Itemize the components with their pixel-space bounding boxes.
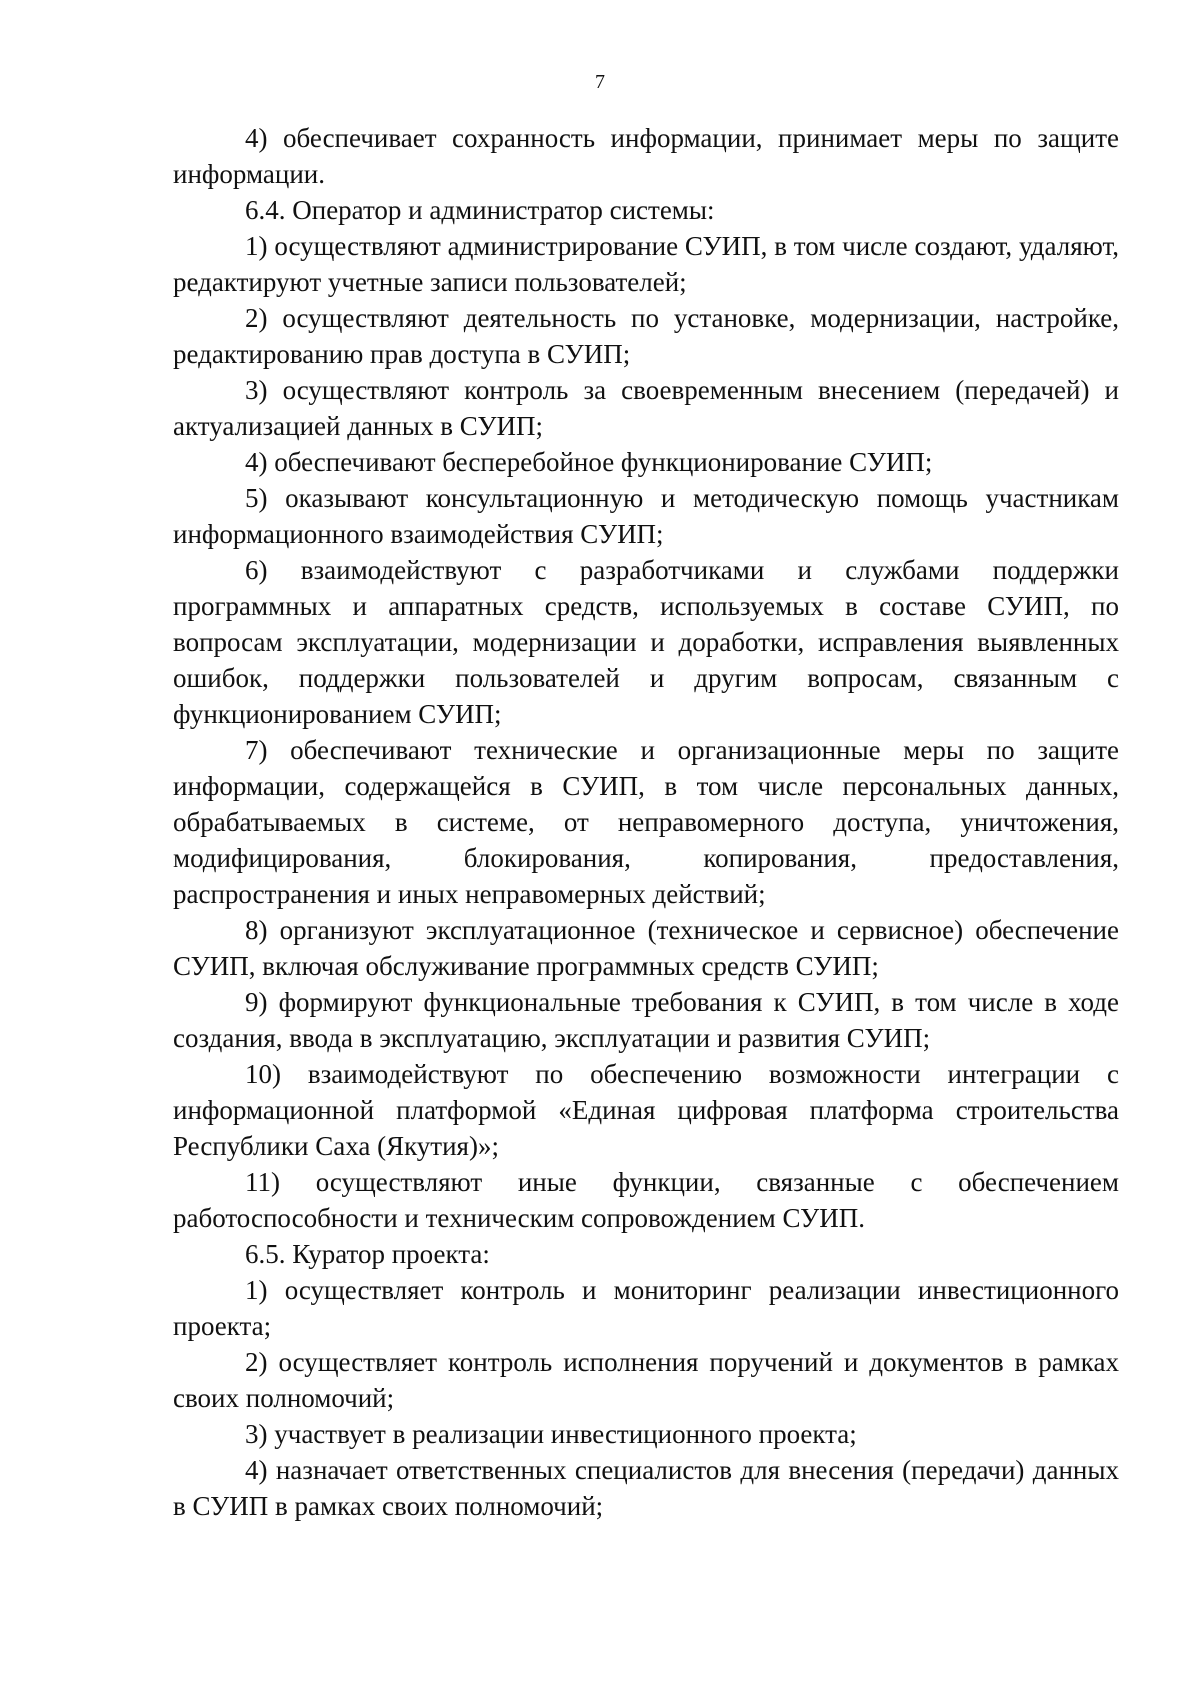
paragraph-6-5-item-1: 1) осуществляет контроль и мониторинг реализации инвестиционного проекта;	[173, 1275, 1119, 1341]
paragraph-6-4-item-2: 2) осуществляют деятельность по установке, модернизации, настройке, редактированию прав доступа в СУИП;	[173, 303, 1119, 369]
paragraph-6-4-item-8: 8) организуют эксплуатационное (техническое и сервисное) обеспечение СУИП, включая обслуживание программных средств СУИП;	[173, 915, 1119, 981]
section-heading-6-4: 6.4. Оператор и администратор системы:	[245, 195, 715, 225]
section-heading-6-5: 6.5. Куратор проекта:	[245, 1239, 490, 1269]
paragraph-6-5-item-4: 4) назначает ответственных специалистов для внесения (передачи) данных в СУИП в рамках своих полномочий;	[173, 1455, 1119, 1521]
document-body	[173, 120, 1119, 1524]
page-number: 7	[595, 71, 605, 93]
paragraph-6-4-item-11: 11) осуществляют иные функции, связанные с обеспечением работоспособности и техническим сопровождением СУИП.	[173, 1167, 1119, 1233]
paragraph-6-4-item-6: 6) взаимодействуют с разработчиками и службами поддержки программных и аппаратных средств, используемых в составе СУИП, по вопросам эксплуатации, модернизации и доработки, исправления выявленных ошибок, поддержки пользователей и другим вопросам, связанным с функционированием СУИП;	[173, 555, 1119, 729]
paragraph-6-4-item-10: 10) взаимодействуют по обеспечению возможности интеграции с информационной платформой «Единая цифровая платформа строительства Республики Саха (Якутия)»;	[173, 1059, 1119, 1161]
paragraph-6-4-item-3: 3) осуществляют контроль за своевременным внесением (передачей) и актуализацией данных в СУИП;	[173, 375, 1119, 441]
paragraph-6-4-item-1: 1) осуществляют администрирование СУИП, в том числе создают, удаляют, редактируют учетные записи пользователей;	[173, 231, 1119, 297]
paragraph-6-5-item-3: 3) участвует в реализации инвестиционного проекта;	[245, 1419, 857, 1449]
paragraph-6-5-item-2: 2) осуществляет контроль исполнения поручений и документов в рамках своих полномочий;	[173, 1347, 1119, 1413]
paragraph-6-4-item-9: 9) формируют функциональные требования к СУИП, в том числе в ходе создания, ввода в эксплуатацию, эксплуатации и развития СУИП;	[173, 987, 1119, 1053]
paragraph-6-4-item-4: 4) обеспечивают бесперебойное функционирование СУИП;	[245, 447, 933, 477]
paragraph-6-4-item-7: 7) обеспечивают технические и организационные меры по защите информации, содержащейся в СУИП, в том числе персональных данных, обрабатываемых в системе, от неправомерного доступа, уничтожения, модифицирования, блокирования, копирования, предоставления, распространения и иных неправомерных действий;	[173, 735, 1119, 909]
paragraph-4-protect-info: 4) обеспечивает сохранность информации, принимает меры по защите информации.	[173, 123, 1119, 189]
paragraph-6-4-item-5: 5) оказывают консультационную и методическую помощь участникам информационного взаимодействия СУИП;	[173, 483, 1119, 549]
